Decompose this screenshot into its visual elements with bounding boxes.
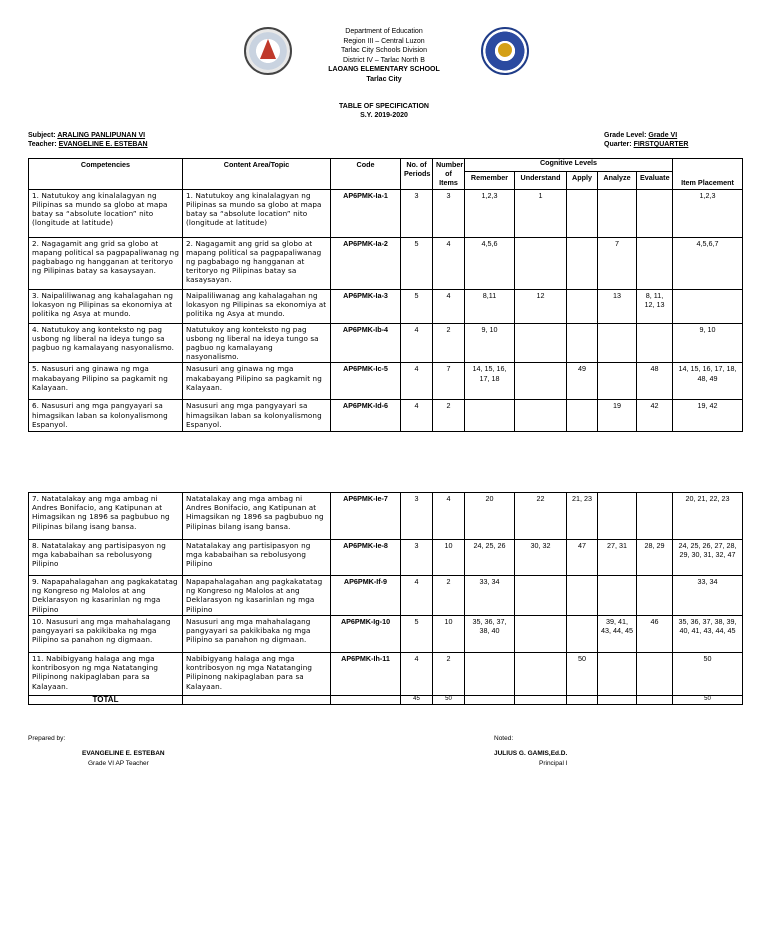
code-cell: AP6PMK-Ic-5 [331,363,401,400]
understand-cell [515,323,567,363]
content-cell: Natatalakay ang partisipasyon ng mga kababaihan sa rebolusyong Pilipino [183,540,331,576]
remember-cell: 1,2,3 [465,189,515,237]
apply-cell [567,237,598,289]
table-row [29,540,743,576]
header-remember: Remember [465,171,515,189]
competency-cell: 9. Napapahalagahan ang pagkakatatag ng Kongreso ng Malolos at ang Deklarasyon ng kasarinlan ng mga Pilipino [29,576,183,616]
total-empty [515,696,567,705]
code-cell: AP6PMK-Ih-11 [331,653,401,696]
competency-cell: 3. Naipaliliwanag ang kahalagahan ng lokasyon ng Pilipinas sa ekonomiya at politika ng Asya at mundo. [29,289,183,323]
specification-table-1 [28,158,743,432]
content-cell: Napapahalagahan ang pagkakatatag ng Kongreso ng Malolos at ang Deklarasyon ng kasarinlan ng mga Pilipino [183,576,331,616]
periods-cell: 5 [401,616,433,653]
code-cell: AP6PMK-If-9 [331,576,401,616]
header-understand: Understand [515,171,567,189]
header-line: Department of Education [345,28,423,35]
document-title [0,102,768,120]
grade-value: Grade VI [648,132,678,139]
evaluate-cell [637,576,673,616]
remember-cell: 20 [465,493,515,540]
school-year: S.Y. 2019-2020 [360,112,408,119]
table-row [29,616,743,653]
analyze-cell: 27, 31 [598,540,637,576]
apply-cell: 50 [567,653,598,696]
items-cell: 4 [433,493,465,540]
analyze-cell: 13 [598,289,637,323]
evaluate-cell: 48 [637,363,673,400]
table-row [29,237,743,289]
city-name: Tarlac City [366,75,402,83]
grade-label: Grade Level: [604,132,647,139]
header-line: Region III – Central Luzon [343,37,425,45]
items-cell: 10 [433,540,465,576]
subject-label: Subject: [28,132,56,139]
competency-cell: 1. Natutukoy ang kinalalagyan ng Pilipinas sa mundo sa globo at mapa batay sa “absolute location” nito (longitude at latitude) [29,189,183,237]
competency-cell: 7. Natatalakay ang mga ambag ni Andres Bonifacio, ang Katipunan at Himagsikan ng 1896 sa pagbubuo ng Pilipinas bilang isang bansa. [29,493,183,540]
periods-cell: 4 [401,653,433,696]
apply-cell [567,400,598,432]
evaluate-cell: 28, 29 [637,540,673,576]
periods-cell: 4 [401,400,433,432]
noted-label: Noted: [494,735,514,742]
apply-cell [567,289,598,323]
header-row [29,159,743,172]
noted-title: Principal I [539,760,568,767]
total-empty [331,696,401,705]
periods-cell: 3 [401,540,433,576]
placement-cell: 24, 25, 26, 27, 28, 29, 30, 31, 32, 47 [673,540,743,576]
table-row [29,653,743,696]
items-cell: 2 [433,400,465,432]
periods-cell: 4 [401,323,433,363]
competency-cell: 5. Nasusuri ang ginawa ng mga makabayang Pilipino sa pagkamit ng Kalayaan. [29,363,183,400]
table-row [29,189,743,237]
header-line: District IV – Tarlac North B [343,56,425,64]
analyze-cell: 19 [598,400,637,432]
understand-cell [515,653,567,696]
competency-cell: 2. Nagagamit ang grid sa globo at mapang political sa pagpapaliwanag ng pagbabago ng hangganan at teritoryo ng Pilipinas batay sa kasaysayan. [29,237,183,289]
title-text: TABLE OF SPECIFICATION [339,103,429,110]
evaluate-cell [637,323,673,363]
analyze-cell [598,363,637,400]
apply-cell: 47 [567,540,598,576]
periods-cell: 5 [401,289,433,323]
apply-cell [567,189,598,237]
remember-cell: 9, 10 [465,323,515,363]
analyze-cell [598,323,637,363]
remember-cell: 4,5,6 [465,237,515,289]
evaluate-cell [637,493,673,540]
noted-by-block [494,734,568,769]
content-cell: Natatalakay ang mga ambag ni Andres Bonifacio, ang Katipunan at Himagsikan ng 1896 sa pagbubuo ng Pilipinas bilang isang bansa. [183,493,331,540]
evaluate-cell [637,653,673,696]
items-cell: 10 [433,616,465,653]
total-placement: 50 [673,696,743,705]
placement-cell: 9, 10 [673,323,743,363]
apply-cell: 49 [567,363,598,400]
code-cell: AP6PMK-Id-6 [331,400,401,432]
teacher-value: EVANGELINE E. ESTEBAN [58,141,148,148]
header-apply: Apply [567,171,598,189]
understand-cell: 22 [515,493,567,540]
code-cell: AP6PMK-Ia-3 [331,289,401,323]
items-cell: 4 [433,289,465,323]
placement-cell [673,289,743,323]
code-cell: AP6PMK-Ie-8 [331,540,401,576]
remember-cell: 8,11 [465,289,515,323]
header-periods: No. of Periods [401,159,433,190]
remember-cell [465,653,515,696]
items-cell: 2 [433,653,465,696]
table-row [29,289,743,323]
remember-cell: 35, 36, 37, 38, 40 [465,616,515,653]
subject-value: ARALING PANLIPUNAN VI [57,132,146,139]
header-competencies: Competencies [29,159,183,190]
placement-cell: 33, 34 [673,576,743,616]
header-placement: Item Placement [673,159,743,190]
competency-cell: 11. Nabibigyang halaga ang mga kontribosyon ng mga Natatanging Pilipinong nakipaglaban para sa Kalayaan. [29,653,183,696]
code-cell: AP6PMK-Ig-10 [331,616,401,653]
periods-cell: 3 [401,493,433,540]
understand-cell: 1 [515,189,567,237]
code-cell: AP6PMK-Ie-7 [331,493,401,540]
understand-cell [515,576,567,616]
total-row [29,696,743,705]
placement-cell: 19, 42 [673,400,743,432]
remember-cell: 24, 25, 26 [465,540,515,576]
analyze-cell [598,493,637,540]
code-cell: AP6PMK-Ia-2 [331,237,401,289]
understand-cell: 12 [515,289,567,323]
content-cell: Nasusuri ang ginawa ng mga makabayang Pilipino sa pagkamit ng Kalayaan. [183,363,331,400]
understand-cell [515,400,567,432]
table-row [29,400,743,432]
table-body-2 [29,493,743,696]
total-label: TOTAL [29,696,183,705]
evaluate-cell [637,189,673,237]
items-cell: 2 [433,576,465,616]
content-cell: 1. Natutukoy ang kinalalagyan ng Pilipinas sa mundo sa globo at mapa batay sa “absolute location” nito (longitude at latitude) [183,189,331,237]
placement-cell: 50 [673,653,743,696]
table-body-1 [29,189,743,432]
items-cell: 7 [433,363,465,400]
total-empty [567,696,598,705]
apply-cell: 21, 23 [567,493,598,540]
content-cell: 2. Nagagamit ang grid sa globo at mapang political sa pagpapaliwanag ng pagbabago ng hangganan at teritoryo ng Pilipinas batay sa kasaysayan. [183,237,331,289]
header-code: Code [331,159,401,190]
header-line: Tarlac City Schools Division [341,47,427,54]
items-cell: 2 [433,323,465,363]
teacher-label: Teacher: [28,141,57,148]
quarter-label: Quarter: [604,141,632,148]
placement-cell: 4,5,6,7 [673,237,743,289]
header-content: Content Area/Topic [183,159,331,190]
specification-table-2 [28,492,743,705]
grade-quarter-block [604,131,688,149]
header-analyze: Analyze [598,171,637,189]
letterhead [0,27,768,84]
periods-cell: 3 [401,189,433,237]
content-cell: Natutukoy ang konteksto ng pag usbong ng liberal na ideya tungo sa pagbuo ng kamalayang nasyonalismo. [183,323,331,363]
analyze-cell: 39, 41, 43, 44, 45 [598,616,637,653]
content-cell: Nasusuri ang mga pangyayari sa himagsikan laban sa kolonyalismong Espanyol. [183,400,331,432]
table-row [29,576,743,616]
prepared-title: Grade VI AP Teacher [88,760,149,767]
placement-cell: 14, 15, 16, 17, 18, 48, 49 [673,363,743,400]
table-row [29,323,743,363]
periods-cell: 4 [401,576,433,616]
periods-cell: 4 [401,363,433,400]
remember-cell: 33, 34 [465,576,515,616]
competency-cell: 8. Natatalakay ang partisipasyon ng mga kababaihan sa rebolusyong Pilipino [29,540,183,576]
understand-cell: 30, 32 [515,540,567,576]
noted-name: JULIUS G. GAMIS,Ed.D. [494,750,568,757]
analyze-cell [598,653,637,696]
total-periods: 45 [401,696,433,705]
competency-cell: 4. Natutukoy ang konteksto ng pag usbong ng liberal na ideya tungo sa pagbuo ng kamalayang nasyonalismo. [29,323,183,363]
code-cell: AP6PMK-Ia-1 [331,189,401,237]
table-row [29,363,743,400]
total-empty [598,696,637,705]
total-items: 50 [433,696,465,705]
total-empty [465,696,515,705]
code-cell: AP6PMK-Ib-4 [331,323,401,363]
remember-cell [465,400,515,432]
prepared-by-block [28,734,165,769]
evaluate-cell: 42 [637,400,673,432]
header-items: Number of Items [433,159,465,190]
remember-cell: 14, 15, 16, 17, 18 [465,363,515,400]
items-cell: 4 [433,237,465,289]
understand-cell [515,237,567,289]
competency-cell: 6. Nasusuri ang mga pangyayari sa himagsikan laban sa kolonyalismong Espanyol. [29,400,183,432]
analyze-cell [598,576,637,616]
analyze-cell: 7 [598,237,637,289]
content-cell: Naipaliliwanag ang kahalagahan ng lokasyon ng Pilipinas sa ekonomiya at politika ng Asya at mundo. [183,289,331,323]
header-cognitive-levels: Cognitive Levels [465,159,673,172]
placement-cell: 20, 21, 22, 23 [673,493,743,540]
placement-cell: 35, 36, 37, 38, 39, 40, 41, 43, 44, 45 [673,616,743,653]
periods-cell: 5 [401,237,433,289]
evaluate-cell: 8, 11, 12, 13 [637,289,673,323]
understand-cell [515,616,567,653]
header-evaluate: Evaluate [637,171,673,189]
items-cell: 3 [433,189,465,237]
school-name: LAOANG ELEMENTARY SCHOOL [328,66,440,73]
content-cell: Nasusuri ang mga mahahalagang pangyayari sa pakikibaka ng mga Pilipino sa panahon ng digmaan. [183,616,331,653]
table-row [29,493,743,540]
placement-cell: 1,2,3 [673,189,743,237]
prepared-label: Prepared by: [28,735,66,742]
total-empty [637,696,673,705]
total-empty [183,696,331,705]
subject-teacher-block [28,131,148,149]
prepared-name: EVANGELINE E. ESTEBAN [82,750,165,757]
apply-cell [567,616,598,653]
evaluate-cell [637,237,673,289]
evaluate-cell: 46 [637,616,673,653]
content-cell: Nabibigyang halaga ang mga kontribosyon ng mga Natatanging Pilipinong nakipaglaban para sa Kalayaan. [183,653,331,696]
apply-cell [567,576,598,616]
competency-cell: 10. Nasusuri ang mga mahahalagang pangyayari sa pakikibaka ng mga Pilipino sa panahon ng digmaan. [29,616,183,653]
apply-cell [567,323,598,363]
quarter-value: FIRSTQUARTER [633,141,689,148]
understand-cell [515,363,567,400]
analyze-cell [598,189,637,237]
